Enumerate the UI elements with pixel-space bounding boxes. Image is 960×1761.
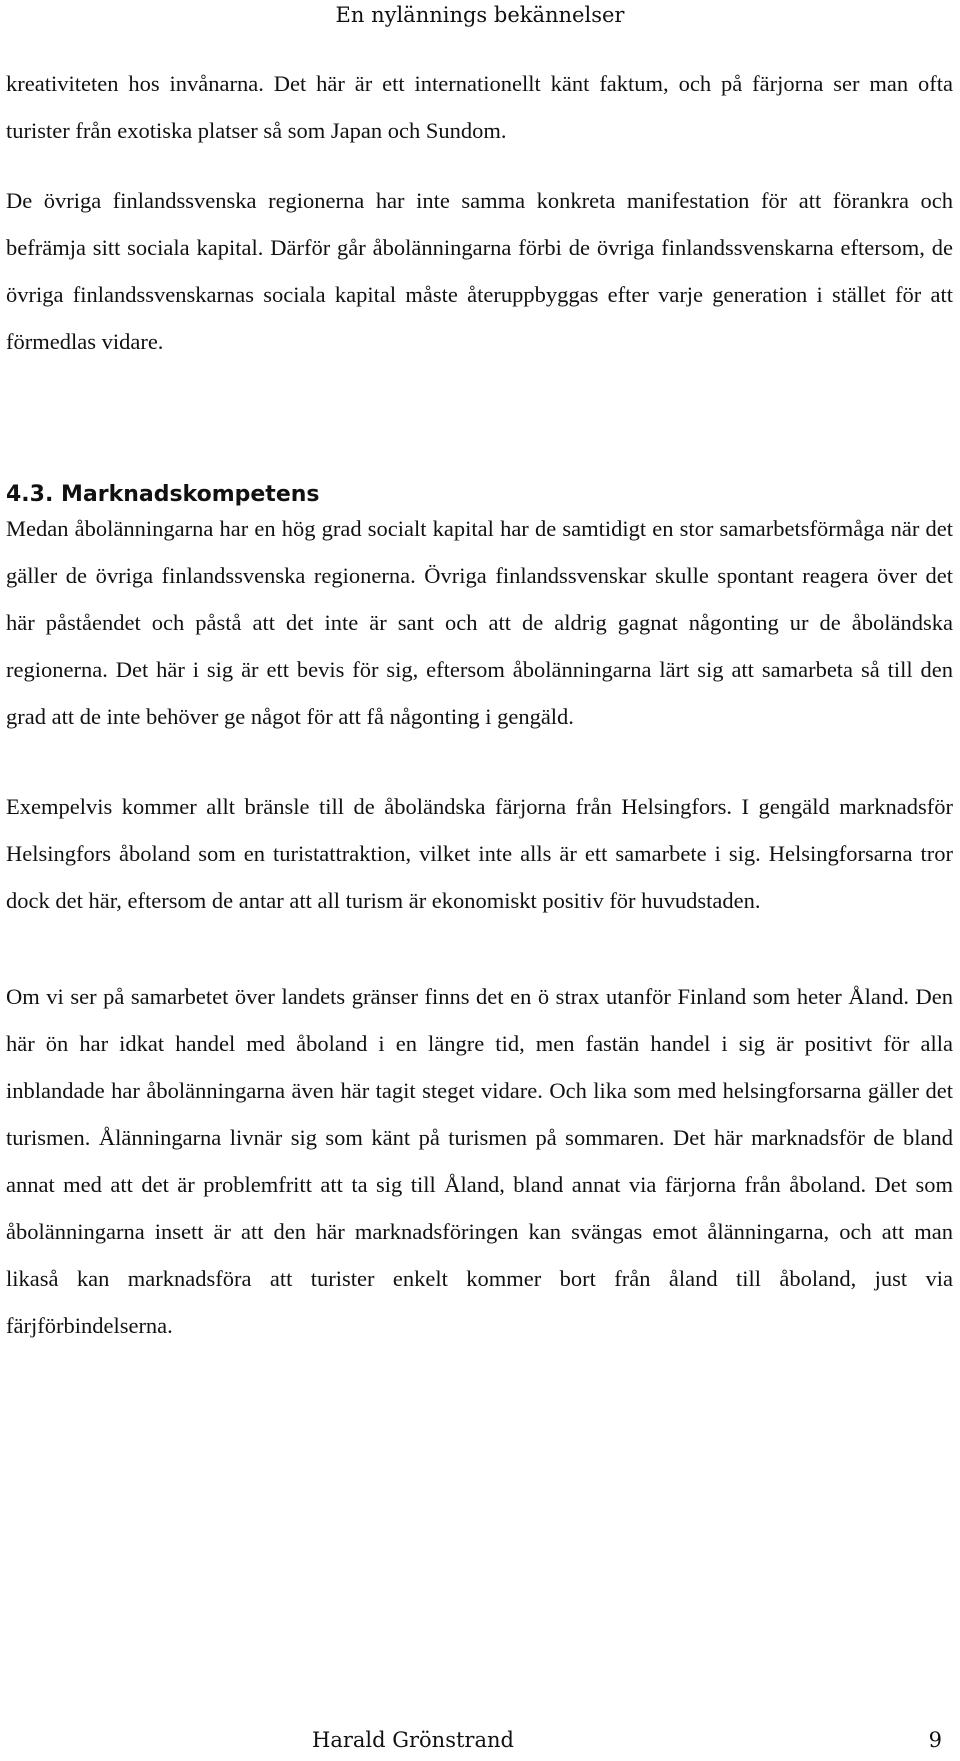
page-footer [0,1720,960,1760]
page-number: 9 [928,1728,942,1752]
paragraph-3: Medan åbolänningarna har en hög grad socialt kapital har de samtidigt en stor samarbetsförmåga när det gäller de övriga finlandssvenska regionerna. Övriga finlandssvenskar skulle spontant reagera över det här påståendet och påstå att det inte är sant och att de aldrig gagnat någonting ur de åboländska regionerna. Det här i sig är ett bevis för sig, eftersom åbolänningarna lärt sig att samarbeta så till den grad att de inte behöver ge något för att få någonting i gengäld. [6,516,953,729]
paragraph-2: De övriga finlandssvenska regionerna har inte samma konkreta manifestation för att förankra och befrämja sitt sociala kapital. Därför går åbolänningarna förbi de övriga finlandssvenskarna eftersom, de övriga finlandssvenskarnas sociala kapital måste återuppbyggas efter varje generation i stället för att förmedlas vidare. [6,188,953,354]
section-heading: 4.3. Marknadskompetens [6,482,320,507]
paragraph-4: Exempelvis kommer allt bränsle till de åboländska färjorna från Helsingfors. I gengäld marknadsför Helsingfors åboland som en turistattraktion, vilket inte alls är ett samarbete i sig. Helsingforsarna tror dock det här, eftersom de antar att all turism är ekonomiskt positiv för huvudstaden. [6,794,953,913]
paragraph-5: Om vi ser på samarbetet över landets gränser finns det en ö strax utanför Finland som heter Åland. Den här ön har idkat handel med åboland i en längre tid, men fastän handel i sig är positivt för alla inblandade har åbolänningarna även här tagit steget vidare. Och lika som med helsingforsarna gäller det turismen. Ålänningarna livnär sig som känt på turismen på sommaren. Det här marknadsför de bland annat med att det är problemfritt att ta sig till Åland, bland annat via färjorna från åboland. Det som åbolänningarna insett är att den här marknadsföringen kan svängas emot ålänningarna, och att man likaså kan marknadsföra att turister enkelt kommer bort från åland till åboland, just via färjförbindelserna. [6,984,953,1338]
running-header: En nylännings bekännelser [335,3,625,27]
paragraph-1: kreativiteten hos invånarna. Det här är ett internationellt känt faktum, och på färjorna ser man ofta turister från exotiska platser så som Japan och Sundom. [6,71,953,143]
footer-author: Harald Grönstrand [312,1728,514,1752]
